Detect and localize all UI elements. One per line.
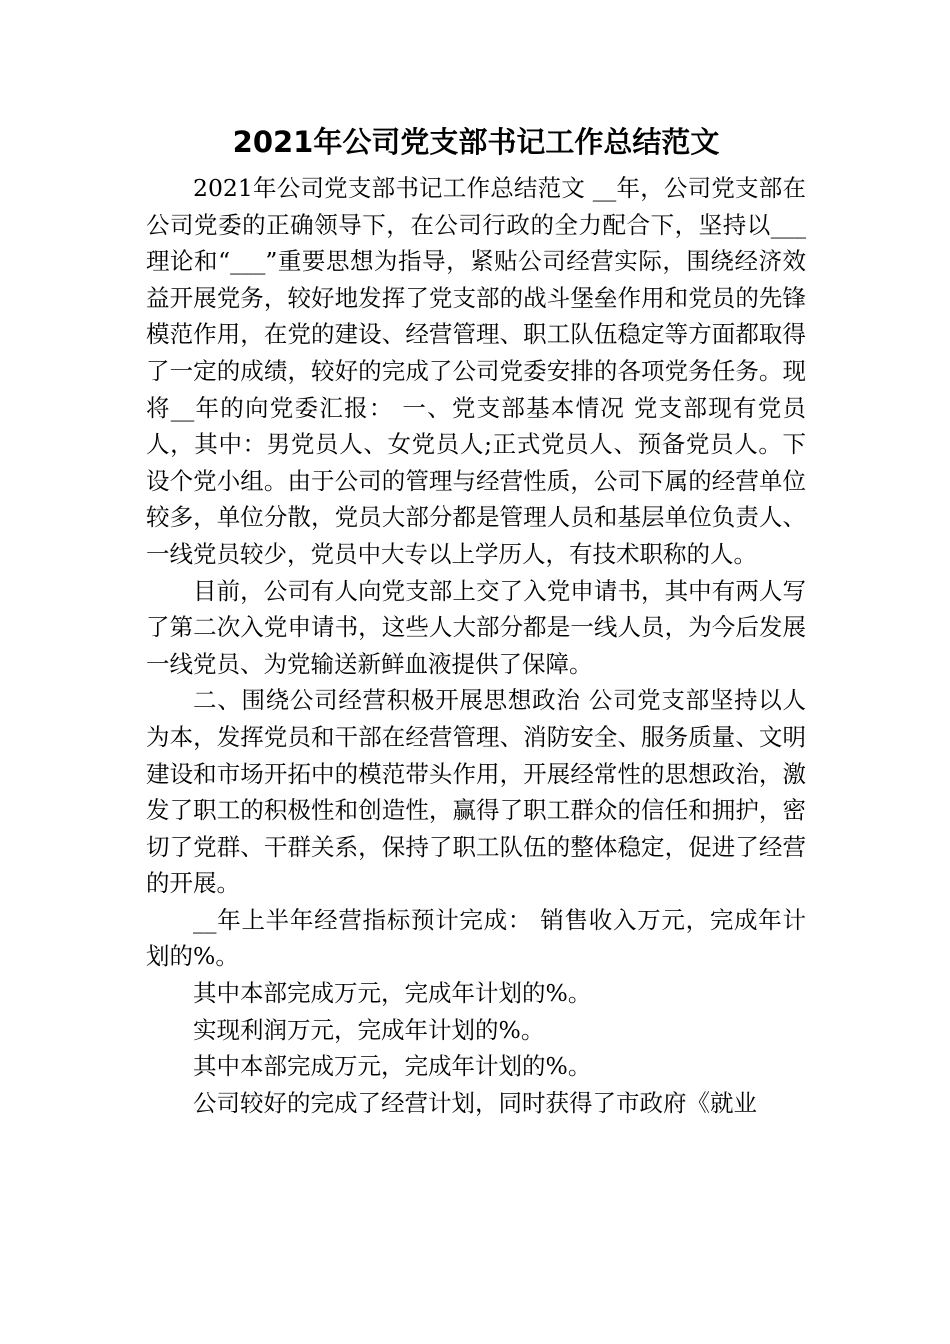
paragraph-3: 二、围绕公司经营积极开展思想政治 公司党支部坚持以人为本，发挥党员和干部在经营管理、消防安全、服务质量、文明建设和市场开拓中的模范带头作用，开展经常性的思想政治，激发了职工的积极性和创造性，赢得了职工群众的信任和拥护，密切了党群、干群关系，保持了职工队伍的整体稳定，促进了经营的开展。	[146, 686, 806, 898]
paragraph-2: 目前，公司有人向党支部上交了入党申请书，其中有两人写了第二次入党申请书，这些人大部分都是一线人员，为今后发展一线党员、为党输送新鲜血液提供了保障。	[146, 576, 806, 678]
paragraph-8: 公司较好的完成了经营计划，同时获得了市政府《就业	[193, 1088, 757, 1117]
paragraph-4: __年上半年经营指标预计完成： 销售收入万元，完成年计划的%。	[146, 905, 806, 971]
paragraph-1: 2021年公司党支部书记工作总结范文 __年，公司党支部在公司党委的正确领导下，在公司行政的全力配合下，坚持以___理论和“___”重要思想为指导，紧贴公司经营实际，围绕经济效益开展党务，较好地发挥了党支部的战斗堡垒作用和党员的先锋模范作用，在党的建设、经营管理、职工队伍稳定等方面都取得了一定的成绩，较好的完成了公司党委安排的各项党务任务。现将__年的向党委汇报： 一、党支部基本情况 党支部现有党员人，其中：男党员人、女党员人;正式党员人、预备党员人。下设个党小组。由于公司的管理与经营性质，公司下属的经营单位较多，单位分散，党员大部分都是管理人员和基层单位负责人、一线党员较少，党员中大专以上学历人，有技术职称的人。	[146, 174, 806, 568]
paragraph-7: 其中本部完成万元，完成年计划的%。	[193, 1052, 592, 1081]
document-title: 2021年公司党支部书记工作总结范文	[232, 125, 720, 159]
paragraph-6: 实现利润万元，完成年计划的%。	[193, 1015, 545, 1044]
document-page	[146, 118, 806, 1121]
paragraph-5: 其中本部完成万元，完成年计划的%。	[193, 979, 592, 1008]
